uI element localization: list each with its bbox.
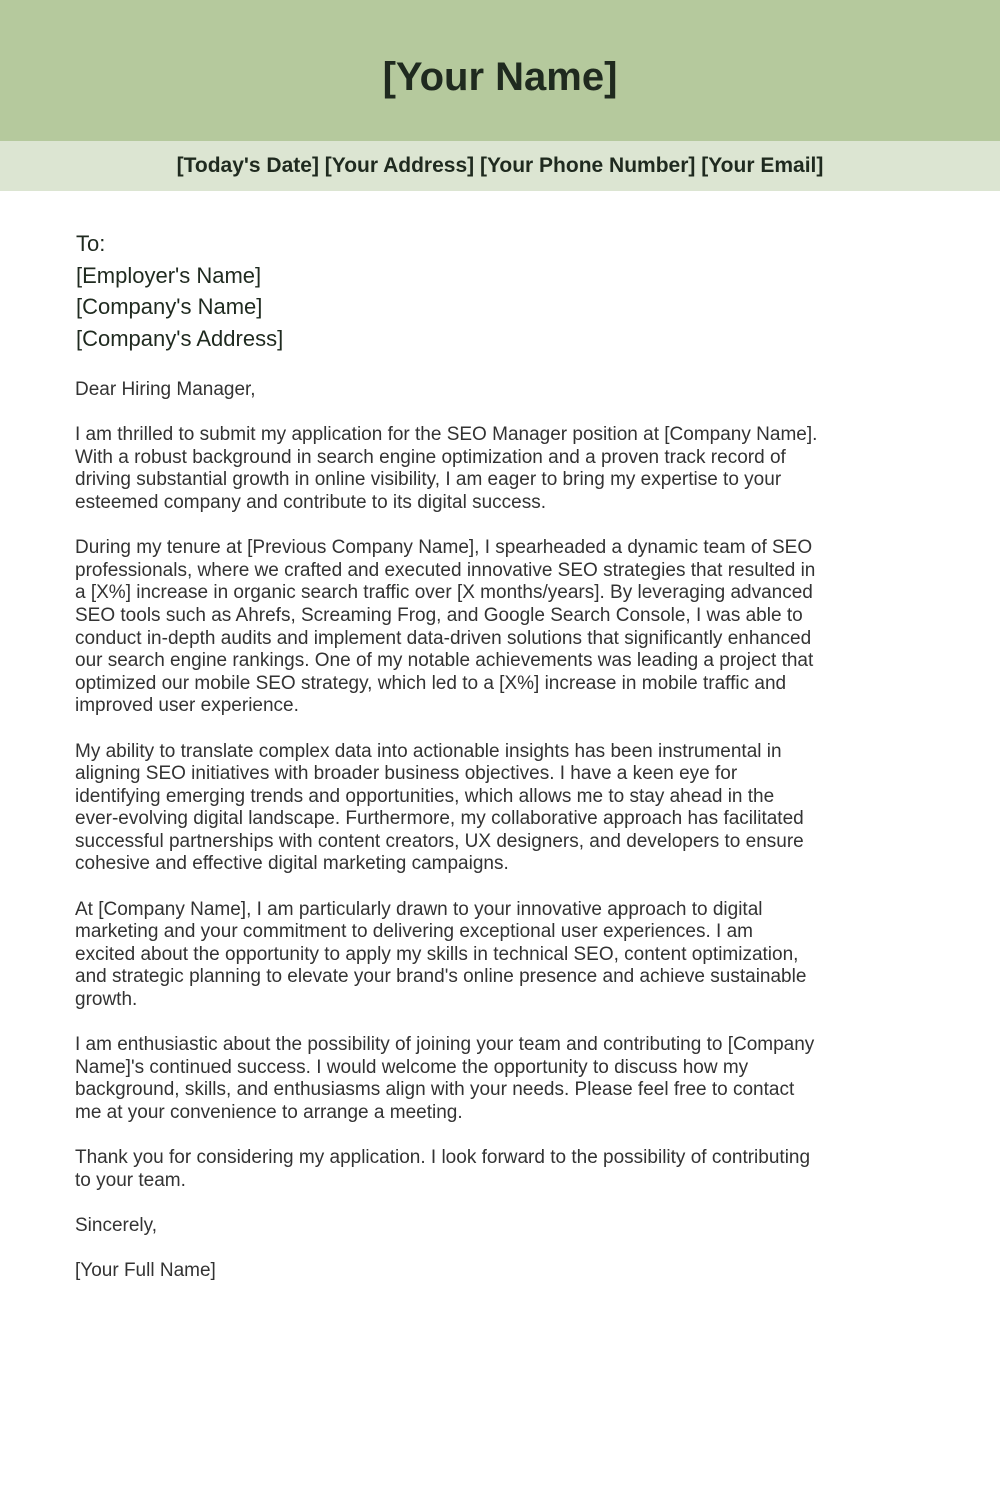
paragraph-line: I am enthusiastic about the possibility of joining your team and contributing to [Company xyxy=(75,1034,815,1056)
paragraph-line: our search engine rankings. One of my notable achievements was leading a project that xyxy=(75,650,814,672)
paragraph-line: marketing and your commitment to delivering exceptional user experiences. I am xyxy=(75,921,753,943)
paragraph xyxy=(75,741,1000,877)
recipient-line: [Company's Address] xyxy=(76,325,284,351)
paragraph-line: conduct in-depth audits and implement data-driven solutions that significantly enhanced xyxy=(75,627,812,649)
paragraph-line: a [X%] increase in organic search traffic over [X months/years]. By leveraging advanced xyxy=(75,582,813,604)
paragraph xyxy=(75,1034,1000,1124)
paragraph-line: During my tenure at [Previous Company Name], I spearheaded a dynamic team of SEO xyxy=(75,537,813,559)
paragraph-line: optimized our mobile SEO strategy, which led to a [X%] increase in mobile traffic and xyxy=(75,672,787,694)
paragraph xyxy=(75,1260,1000,1283)
paragraph-line: and strategic planning to elevate your brand's online presence and achieve sustainable xyxy=(75,966,807,988)
paragraph-line: [Your Full Name] xyxy=(75,1260,216,1282)
paragraph-line: professionals, where we crafted and executed innovative SEO strategies that resulted in xyxy=(75,559,816,581)
paragraph-line: me at your convenience to arrange a meeting. xyxy=(75,1102,463,1123)
paragraph xyxy=(75,1147,1000,1192)
paragraph-line: With a robust background in search engine optimization and a proven track record of xyxy=(75,446,786,468)
paragraph xyxy=(75,1215,1000,1238)
paragraph-line: My ability to translate complex data into actionable insights has been instrumental in xyxy=(75,740,782,762)
paragraph-line: growth. xyxy=(75,989,138,1011)
paragraph-line: Thank you for considering my application. I look forward to the possibility of contributing xyxy=(75,1147,811,1169)
contact-bar: [Today's Date] [Your Address] [Your Phone Number] [Your Email] xyxy=(0,141,1000,191)
paragraph xyxy=(75,537,1000,718)
recipient-line: [Company's Name] xyxy=(76,294,263,319)
paragraph-line: to your team. xyxy=(75,1169,186,1191)
paragraph-line: successful partnerships with content creators, UX designers, and developers to ensure xyxy=(75,830,804,852)
paragraph-line: background, skills, and enthusiasms align with your needs. Please feel free to contact xyxy=(75,1079,795,1101)
sender-name: [Your Name] xyxy=(382,55,618,99)
recipient-block xyxy=(76,228,1000,354)
paragraph-line: Sincerely, xyxy=(75,1214,158,1236)
paragraph-line: identifying emerging trends and opportunities, which allows me to stay ahead in the xyxy=(75,785,775,807)
paragraph-line: At [Company Name], I am particularly drawn to your innovative approach to digital xyxy=(75,898,763,920)
paragraph-line: ever-evolving digital landscape. Furthermore, my collaborative approach has facilitated xyxy=(75,808,804,830)
paragraph xyxy=(75,424,1000,514)
recipient-line: To: xyxy=(76,231,106,256)
paragraph-line: excited about the opportunity to apply my skills in technical SEO, content optimization, xyxy=(75,943,799,965)
paragraph-line: Name]'s continued success. I would welcome the opportunity to discuss how my xyxy=(75,1056,749,1078)
paragraph-line: esteemed company and contribute to its digital success. xyxy=(75,491,547,513)
letter-header xyxy=(0,0,1000,141)
paragraph-line: Dear Hiring Manager, xyxy=(75,379,256,400)
paragraph-line: I am thrilled to submit my application for the SEO Manager position at [Company Name]. xyxy=(75,424,818,446)
letter-body xyxy=(75,379,1000,1283)
paragraph-line: aligning SEO initiatives with broader business objectives. I have a keen eye for xyxy=(75,763,738,785)
paragraph-line: driving substantial growth in online visibility, I am eager to bring my expertise to your xyxy=(75,469,782,491)
paragraph-line: cohesive and effective digital marketing campaigns. xyxy=(75,853,509,875)
paragraph xyxy=(75,379,1000,402)
paragraph-line: improved user experience. xyxy=(75,695,299,717)
paragraph xyxy=(75,899,1000,1012)
paragraph-line: SEO tools such as Ahrefs, Screaming Frog, and Google Search Console, I was able to xyxy=(75,604,803,626)
recipient-line: [Employer's Name] xyxy=(76,262,262,288)
